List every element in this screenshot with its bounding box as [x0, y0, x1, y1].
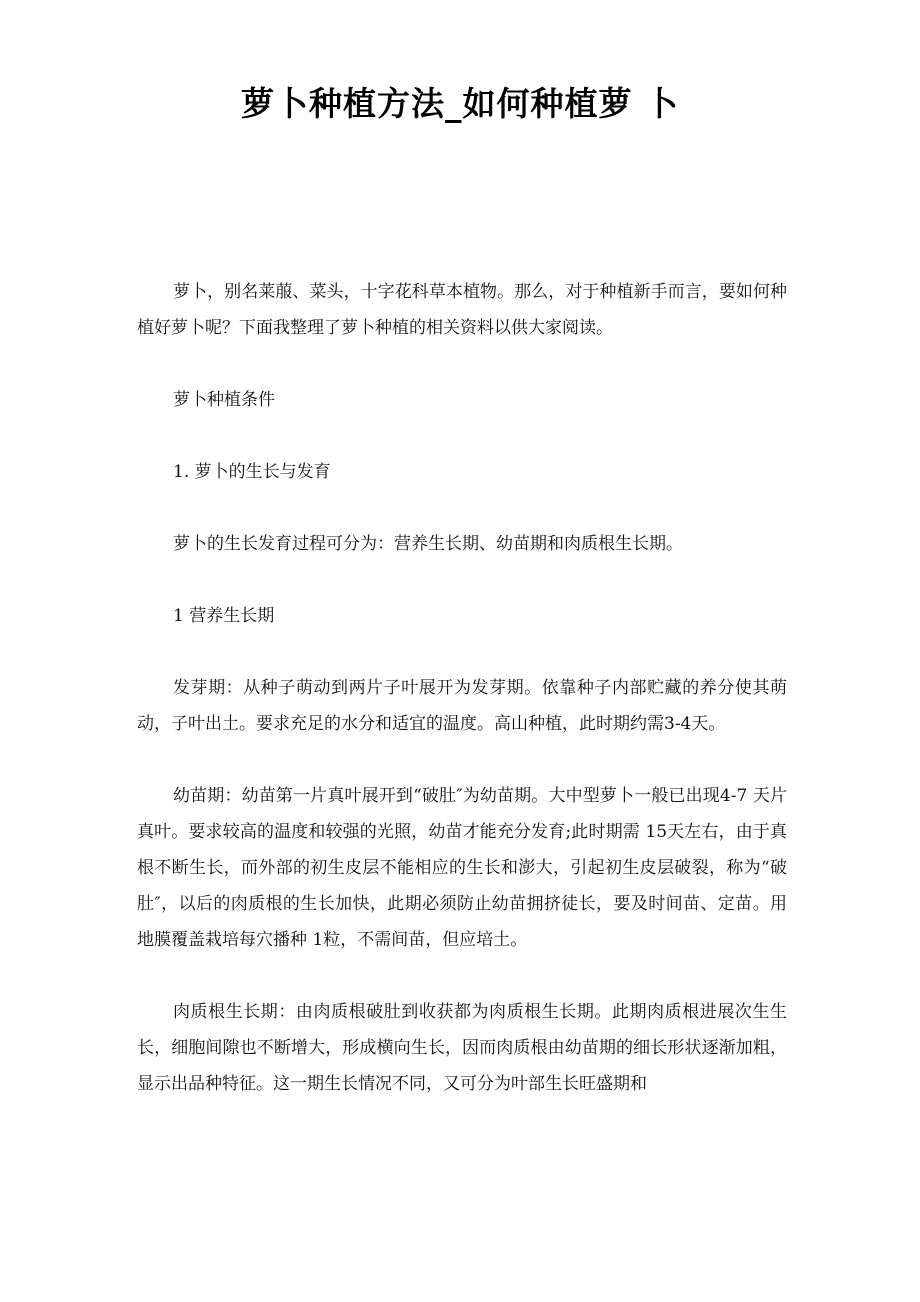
paragraph-seedling: 幼苗期：幼苗第一片真叶展开到“破肚″为幼苗期。大中型萝卜一般已出现4-7 天片真叶。要求较高的温度和较强的光照，幼苗才能充分发育;此时期需 15天左右，由于真根不断生长，而外部的初生皮层不能相应的生长和澎大，引起初生皮层破裂，称为“破肚″，以后的肉质根的生长加快，此期必须防止幼苗拥挤徒长，要及时间苗、定苗。用地膜覆盖栽培每穴播种 1粒，不需间苗，但应培土。 [137, 786, 787, 950]
paragraph-germination: 发芽期：从种子萌动到两片子叶展开为发芽期。依靠种子内部贮藏的养分使其萌动，子叶出土。要求充足的水分和适宜的温度。高山种植，此时期约需3-4天。 [137, 678, 787, 734]
paragraph-intro: 萝卜，别名莱菔、菜头，十字花科草本植物。那么，对于种植新手而言，要如何种植好萝卜呢？下面我整理了萝卜种植的相关资料以供大家阅读。 [137, 282, 787, 338]
paragraph-growth-stages: 萝卜的生长发育过程可分为：营养生长期、幼苗期和肉质根生长期。 [173, 534, 683, 554]
subheading-vegetative: 1 营养生长期 [173, 606, 275, 626]
subheading-growth: 1. 萝卜的生长与发育 [173, 462, 331, 482]
document-body [137, 274, 787, 1102]
section-heading-conditions: 萝卜种植条件 [173, 390, 275, 410]
paragraph-root-growth: 肉质根生长期：由肉质根破肚到收获都为肉质根生长期。此期肉质根进展次生生长，细胞间隙也不断增大，形成横向生长，因而肉质根由幼苗期的细长形状逐渐加粗，显示出品种特征。这一期生长情况不同，又可分为叶部生长旺盛期和 [137, 1002, 787, 1094]
document-title: 萝卜种植方法_如何种植萝 卜 [241, 84, 679, 123]
